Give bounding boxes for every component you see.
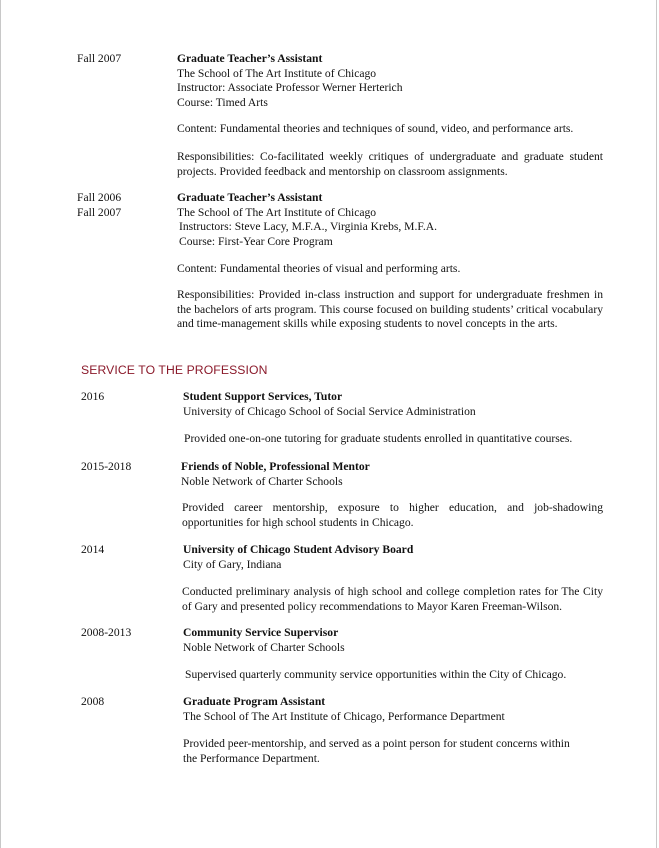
teaching-2-course: Course: First-Year Core Program — [179, 234, 333, 248]
teaching-1-org: The School of The Art Institute of Chicago — [177, 66, 377, 80]
service-4-date: 2008-2013 — [81, 626, 132, 639]
teaching-2-instructor: Instructors: Steve Lacy, M.F.A., Virginia Krebs, M.F.A. — [179, 220, 438, 233]
teaching-1-content: Content: Fundamental theories and techniques of sound, video, and performance arts. — [177, 122, 574, 135]
service-2-title: Friends of Noble, Professional Mentor — [181, 460, 370, 473]
teaching-1-responsibilities: Responsibilities: Co-facilitated weekly critiques of undergraduate and graduate student projects. Provided feedback and mentorship on classroom assignments. — [177, 150, 603, 178]
service-5-org: The School of The Art Institute of Chicago, Performance Department — [183, 709, 505, 723]
service-3-title: University of Chicago Student Advisory Board — [183, 543, 414, 556]
service-1-title: Student Support Services, Tutor — [183, 390, 343, 403]
service-5-desc-line-2: the Performance Department. — [183, 751, 320, 765]
section-heading-service: SERVICE TO THE PROFESSION — [81, 363, 268, 377]
service-4-desc: Supervised quarterly community service opportunities within the City of Chicago. — [185, 668, 567, 681]
teaching-2-title: Graduate Teacher’s Assistant — [177, 191, 323, 204]
service-1-date: 2016 — [81, 390, 105, 403]
teaching-2-content: Content: Fundamental theories of visual and performing arts. — [177, 262, 461, 275]
service-1-desc: Provided one-on-one tutoring for graduate students enrolled in quantitative courses. — [184, 432, 573, 445]
teaching-2-date-1: Fall 2006 — [77, 191, 122, 204]
service-5-desc-line-1: Provided peer-mentorship, and served as a point person for student concerns within — [183, 737, 570, 750]
teaching-2-date-2: Fall 2007 — [77, 205, 122, 219]
service-4-title: Community Service Supervisor — [183, 626, 339, 639]
teaching-1-title: Graduate Teacher’s Assistant — [177, 52, 323, 65]
service-4-org: Noble Network of Charter Schools — [183, 640, 345, 654]
teaching-1-instructor: Instructor: Associate Professor Werner Herterich — [177, 81, 403, 94]
service-5-date: 2008 — [81, 695, 105, 708]
service-3-date: 2014 — [81, 543, 105, 556]
service-2-desc: Provided career mentorship, exposure to higher education, and job-shadowing opportunities for high school students in Chicago. — [182, 501, 603, 529]
service-2-date: 2015-2018 — [81, 460, 132, 473]
service-3-desc: Conducted preliminary analysis of high school and college completion rates for The City of Gary and presented policy recommendations to Mayor Karen Freeman-Wilson. — [182, 585, 603, 613]
teaching-1-date: Fall 2007 — [77, 52, 122, 65]
service-1-org: University of Chicago School of Social Service Administration — [183, 404, 476, 418]
teaching-1-course: Course: Timed Arts — [177, 95, 268, 109]
service-2-org: Noble Network of Charter Schools — [181, 474, 343, 488]
teaching-2-responsibilities: Responsibilities: Provided in-class instruction and support for undergraduate freshmen in the bachelors of arts program. This course focused on building students’ critical vocabulary and time-management skills while exposing students to novel concepts in the arts. — [177, 288, 603, 330]
teaching-2-org: The School of The Art Institute of Chicago — [177, 205, 377, 219]
service-3-org: City of Gary, Indiana — [183, 557, 282, 571]
service-5-title: Graduate Program Assistant — [183, 695, 326, 708]
